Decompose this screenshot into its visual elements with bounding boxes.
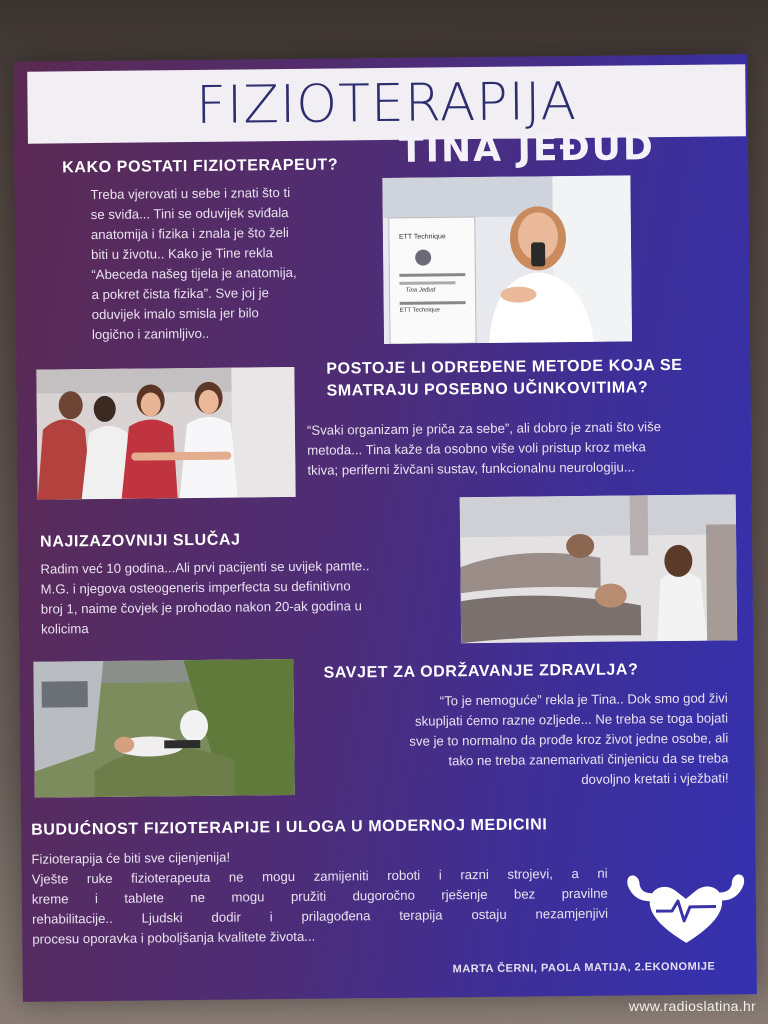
text-line: metoda... Tina kaže da osobno više voli pristup kroz meka bbox=[307, 439, 646, 458]
text-line: “To je nemoguće” rekla je Tina.. Dok smo god živi bbox=[439, 690, 728, 709]
text-line: broj 1, naime čovjek je prohodao nakon 20-ak godina u bbox=[40, 598, 363, 617]
text-line: anatomija i fizika i znala je što želi bbox=[90, 224, 289, 243]
projected-slide bbox=[13, 54, 757, 1002]
text-line: “Svaki organizam je priča za sebe”, ali dobro je znati što više bbox=[306, 419, 662, 438]
text-savjet bbox=[320, 688, 729, 792]
text-line: skupljati ćemo razne ozljede... Ne treba se toga bojati bbox=[414, 710, 729, 729]
text-line: dovoljno kretati i vježbati! bbox=[581, 770, 729, 787]
text-line: “Abeceda našeg tijela je anatomija, bbox=[91, 264, 297, 283]
text-line: logično i zanimljivo.. bbox=[91, 325, 210, 343]
text-kako-postati bbox=[90, 182, 382, 345]
text-line: Treba vjerovati u sebe i znati što ti bbox=[90, 184, 291, 203]
text-line: M.G. i njegova osteogeneris imperfecta su definitivno bbox=[40, 578, 351, 597]
text-line: tako ne treba zanemarivati činjenicu da se treba bbox=[448, 750, 729, 769]
heading-kako-postati: KAKO POSTATI FIZIOTERAPEUT? bbox=[62, 156, 339, 177]
person-name: TINA JEĐUD bbox=[398, 127, 655, 171]
text-metode bbox=[307, 416, 728, 480]
heading-line: SMATRAJU POSEBNO UČINKOVITIMA? bbox=[326, 379, 649, 400]
heading-slucaj: NAJIZAZOVNIJI SLUČAJ bbox=[40, 531, 241, 551]
text-line: kreme i tablete ne mogu pružiti dugoročno rješenje bez pravilne bbox=[31, 885, 608, 907]
text-line: Vješte ruke fizioterapeuta ne mogu zamijeniti roboti i razni strojevi, a ni bbox=[31, 865, 608, 887]
heart-with-muscle-arms-icon bbox=[620, 866, 753, 949]
text-line: a pokret čista fizika”. Sve joj je bbox=[91, 285, 269, 303]
text-line: oduvijek imalo smisla jer bilo bbox=[91, 305, 259, 323]
photo-three-women bbox=[36, 367, 295, 500]
certificate-name: Tina Jeđud bbox=[405, 287, 436, 294]
text-line: Fizioterapija će biti sve cijenjenija! bbox=[31, 849, 231, 867]
photo-therapy-session bbox=[460, 494, 738, 643]
text-buducnost bbox=[31, 844, 608, 950]
text-slucaj bbox=[40, 555, 455, 639]
heading-line: POSTOJE LI ODREĐENE METODE KOJA SE bbox=[326, 356, 683, 378]
text-line: kolicima bbox=[40, 621, 89, 637]
watermark: www.radioslatina.hr bbox=[628, 998, 756, 1014]
text-line: se sviđa... Tini se oduvijek sviđala bbox=[90, 204, 289, 223]
heading-buducnost: BUDUĆNOST FIZIOTERAPIJE I ULOGA U MODERNOJ MEDICINI bbox=[31, 816, 548, 839]
heading-savjet: SAVJET ZA ODRŽAVANJE ZDRAVLJA? bbox=[323, 661, 639, 682]
photo-outdoor-treatment bbox=[33, 659, 294, 798]
heading-metode bbox=[326, 355, 683, 403]
text-line: sve je to normalno da prođe kroz život jedne osobe, ali bbox=[409, 730, 729, 749]
photo-tina-certificate bbox=[382, 175, 632, 344]
certificate-footer: ETT Technique bbox=[399, 307, 440, 314]
text-line: Radim već 10 godina...Ali prvi pacijenti se uvijek pamte.. bbox=[40, 558, 370, 577]
page-title: FIZIOTERAPIJA bbox=[195, 71, 578, 136]
certificate-title: ETT Technique bbox=[398, 233, 446, 241]
text-line: rehabilitacije.. Ljudski dodir i prilagođena terapija ostaju nezamjenjivi bbox=[31, 905, 609, 927]
text-line: procesu oporavka i poboljšanja kvalitete života... bbox=[32, 928, 316, 947]
text-line: biti u životu.. Kako je Tine rekla bbox=[91, 245, 273, 263]
author-credit: MARTA ČERNI, PAOLA MATIJA, 2.EKONOMIJE bbox=[452, 960, 716, 976]
text-line: tkiva; periferni živčani sustav, funkcionalnu neurologiju... bbox=[307, 459, 635, 478]
